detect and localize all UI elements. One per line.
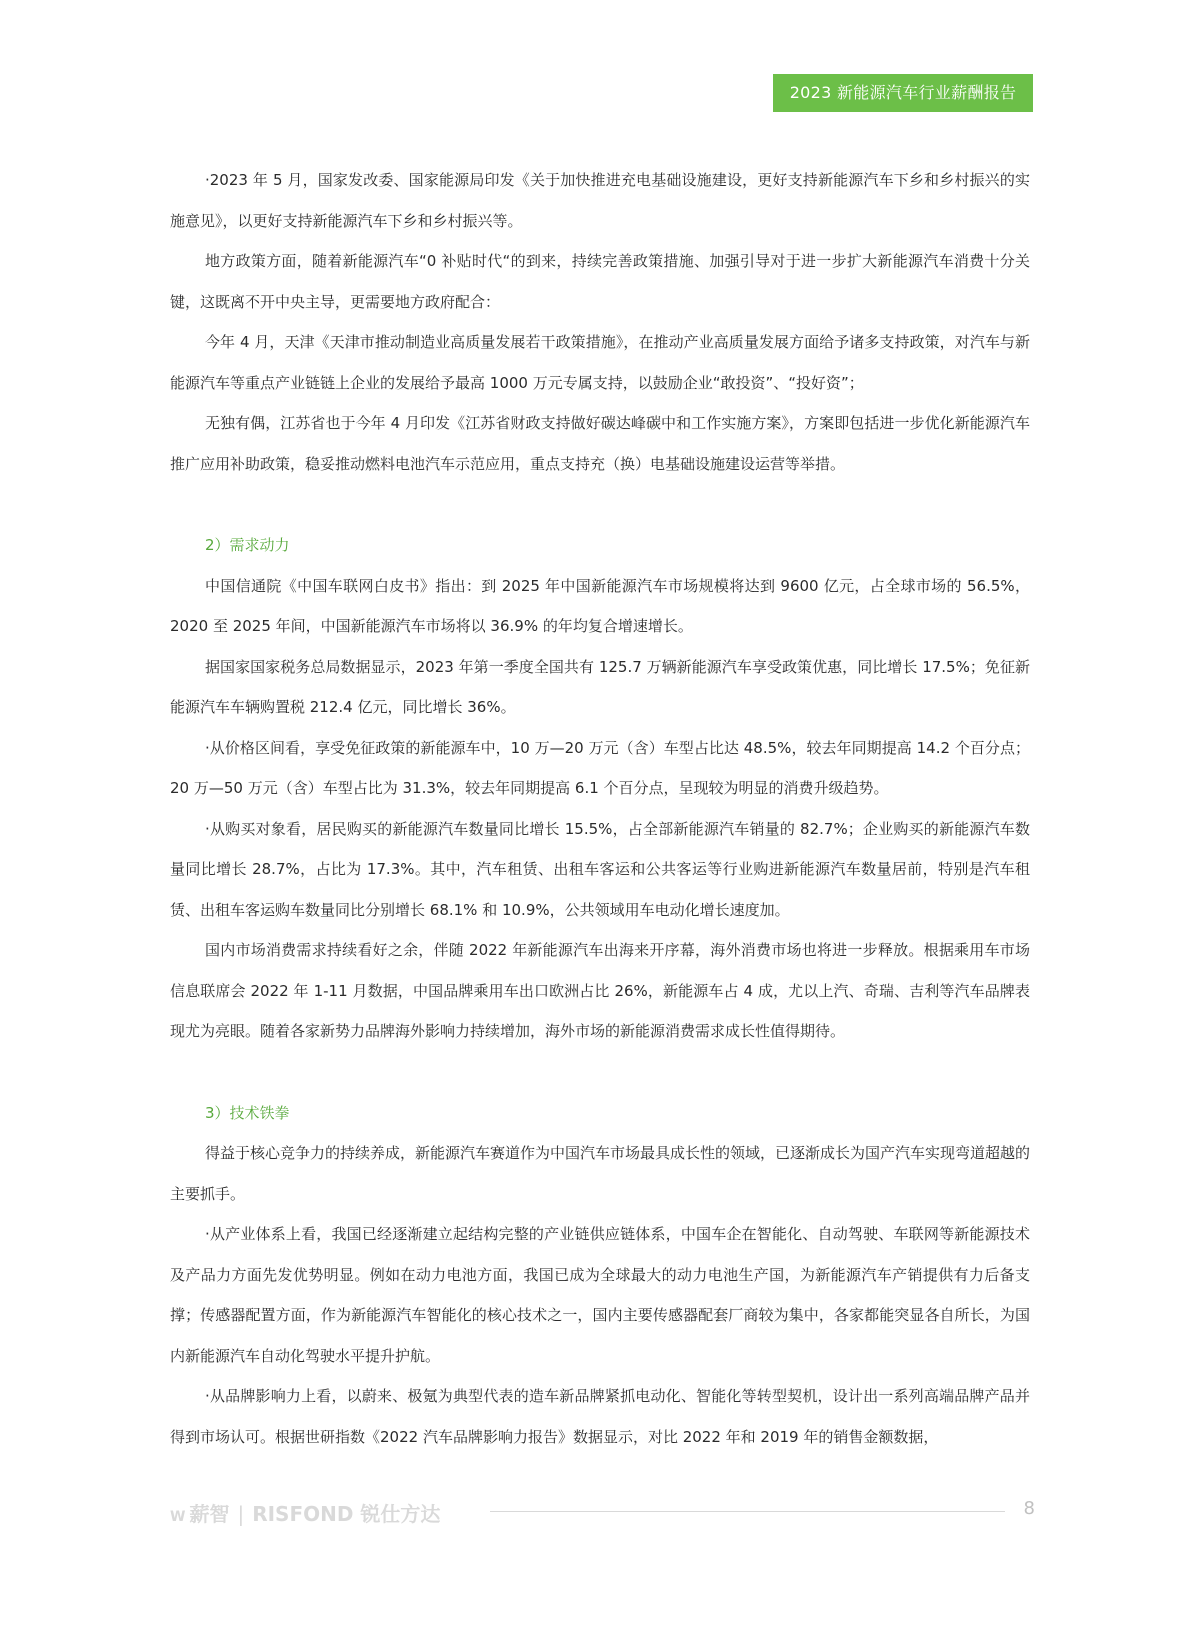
page-number: 8 (1023, 1498, 1035, 1519)
paragraph: 得益于核心竞争力的持续养成，新能源汽车赛道作为中国汽车市场最具成长性的领域，已逐渐成长为国产汽车实现弯道超越的主要抓手。 (170, 1144, 1031, 1203)
article-body (170, 160, 1030, 1457)
paragraph: 国内市场消费需求持续看好之余，伴随 2022 年新能源汽车出海来开序幕，海外消费市场也将进一步释放。根据乘用车市场信息联席会 2022 年 1-11 月数据，中国品牌乘用车出口欧洲占比 26%，新能源车占 4 成，尤以上汽、奇瑞、吉利等汽车品牌表现尤为亮眼。随着各家新势力品牌海外影响力持续增加，海外市场的新能源消费需求成长性值得期待。 (170, 941, 1030, 1040)
xinzhi-logo-mark: W (170, 1509, 186, 1525)
paragraph: ·2023 年 5 月，国家发改委、国家能源局印发《关于加快推进充电基础设施建设，更好支持新能源汽车下乡和乡村振兴的实施意见》，以更好支持新能源汽车下乡和乡村振兴等。 (170, 171, 1030, 230)
xinzhi-logo: 薪智 (189, 1502, 230, 1526)
paragraph: ·从购买对象看，居民购买的新能源汽车数量同比增长 15.5%，占全部新能源汽车销量的 82.7%；企业购买的新能源汽车数量同比增长 28.7%，占比为 17.3%。其中，汽车租赁、出租车客运和公共客运等行业购进新能源汽车数量居前，特别是汽车租赁、出租车客运购车数量同比分别增长 68.1% 和 10.9%，公共领域用车电动化增长速度加。 (170, 819, 1030, 919)
paragraph: ·从价格区间看，享受免征政策的新能源车中，10 万—20 万元（含）车型占比达 48.5%，较去年同期提高 14.2 个百分点；20 万—50 万元（含）车型占比为 31.3%，较去年同期提高 6.1 个百分点，呈现较为明显的消费升级趋势。 (170, 738, 1030, 797)
paragraph: 今年 4 月，天津《天津市推动制造业高质量发展若干政策措施》，在推动产业高质量发展方面给予诸多支持政策，对汽车与新能源汽车等重点产业链链上企业的发展给予最高 1000 万元专属支持，以鼓励企业“敢投资”、“投好资”； (170, 333, 1030, 392)
footer-divider (490, 1511, 1005, 1512)
section-gap (170, 1052, 1030, 1093)
paragraph: ·从产业体系上看，我国已经逐渐建立起结构完整的产业链供应链体系，中国车企在智能化、自动驾驶、车联网等新能源技术及产品力方面先发优势明显。例如在动力电池方面，我国已成为全球最大的动力电池生产国，为新能源汽车产销提供有力后备支撑；传感器配置方面，作为新能源汽车智能化的核心技术之一，国内主要传感器配套厂商较为集中，各家都能突显各自所长，为国内新能源汽车自动化驾驶水平提升护航。 (170, 1225, 1030, 1365)
paragraph: 地方政策方面，随着新能源汽车“0 补贴时代“的到来，持续完善政策措施、加强引导对于进一步扩大新能源汽车消费十分关键，这既离不开中央主导，更需要地方政府配合： (170, 252, 1030, 311)
logo-separator: | (237, 1502, 245, 1526)
page-footer (170, 1490, 1035, 1530)
section-heading-demand: 2）需求动力 (205, 536, 290, 554)
footer-logos (170, 1498, 440, 1527)
risfond-logo: RISFOND 锐仕方达 (252, 1502, 441, 1526)
paragraph: 据国家国家税务总局数据显示，2023 年第一季度全国共有 125.7 万辆新能源汽车享受政策优惠，同比增长 17.5%；免征新能源汽车车辆购置税 212.4 亿元，同比增长 36%。 (170, 657, 1030, 716)
paragraph: 中国信通院《中国车联网白皮书》指出：到 2025 年中国新能源汽车市场规模将达到 9600 亿元，占全球市场的 56.5%，2020 至 2025 年间，中国新能源汽车市场将以 36.9% 的年均复合增速增长。 (170, 576, 1030, 635)
section-gap (170, 484, 1030, 525)
paragraph: 无独有偶，江苏省也于今年 4 月印发《江苏省财政支持做好碳达峰碳中和工作实施方案》，方案即包括进一步优化新能源汽车推广应用补助政策，稳妥推动燃料电池汽车示范应用，重点支持充（换）电基础设施建设运营等举措。 (170, 414, 1030, 473)
report-title-badge: 2023 新能源汽车行业薪酬报告 (773, 74, 1033, 112)
section-heading-technology: 3）技术铁拳 (205, 1103, 290, 1122)
paragraph: ·从品牌影响力上看，以蔚来、极氪为典型代表的造车新品牌紧抓电动化、智能化等转型契机，设计出一系列高端品牌产品并得到市场认可。根据世研指数《2022 汽车品牌影响力报告》数据显示，对比 2022 年和 2019 年的销售金额数据， (170, 1387, 1030, 1446)
